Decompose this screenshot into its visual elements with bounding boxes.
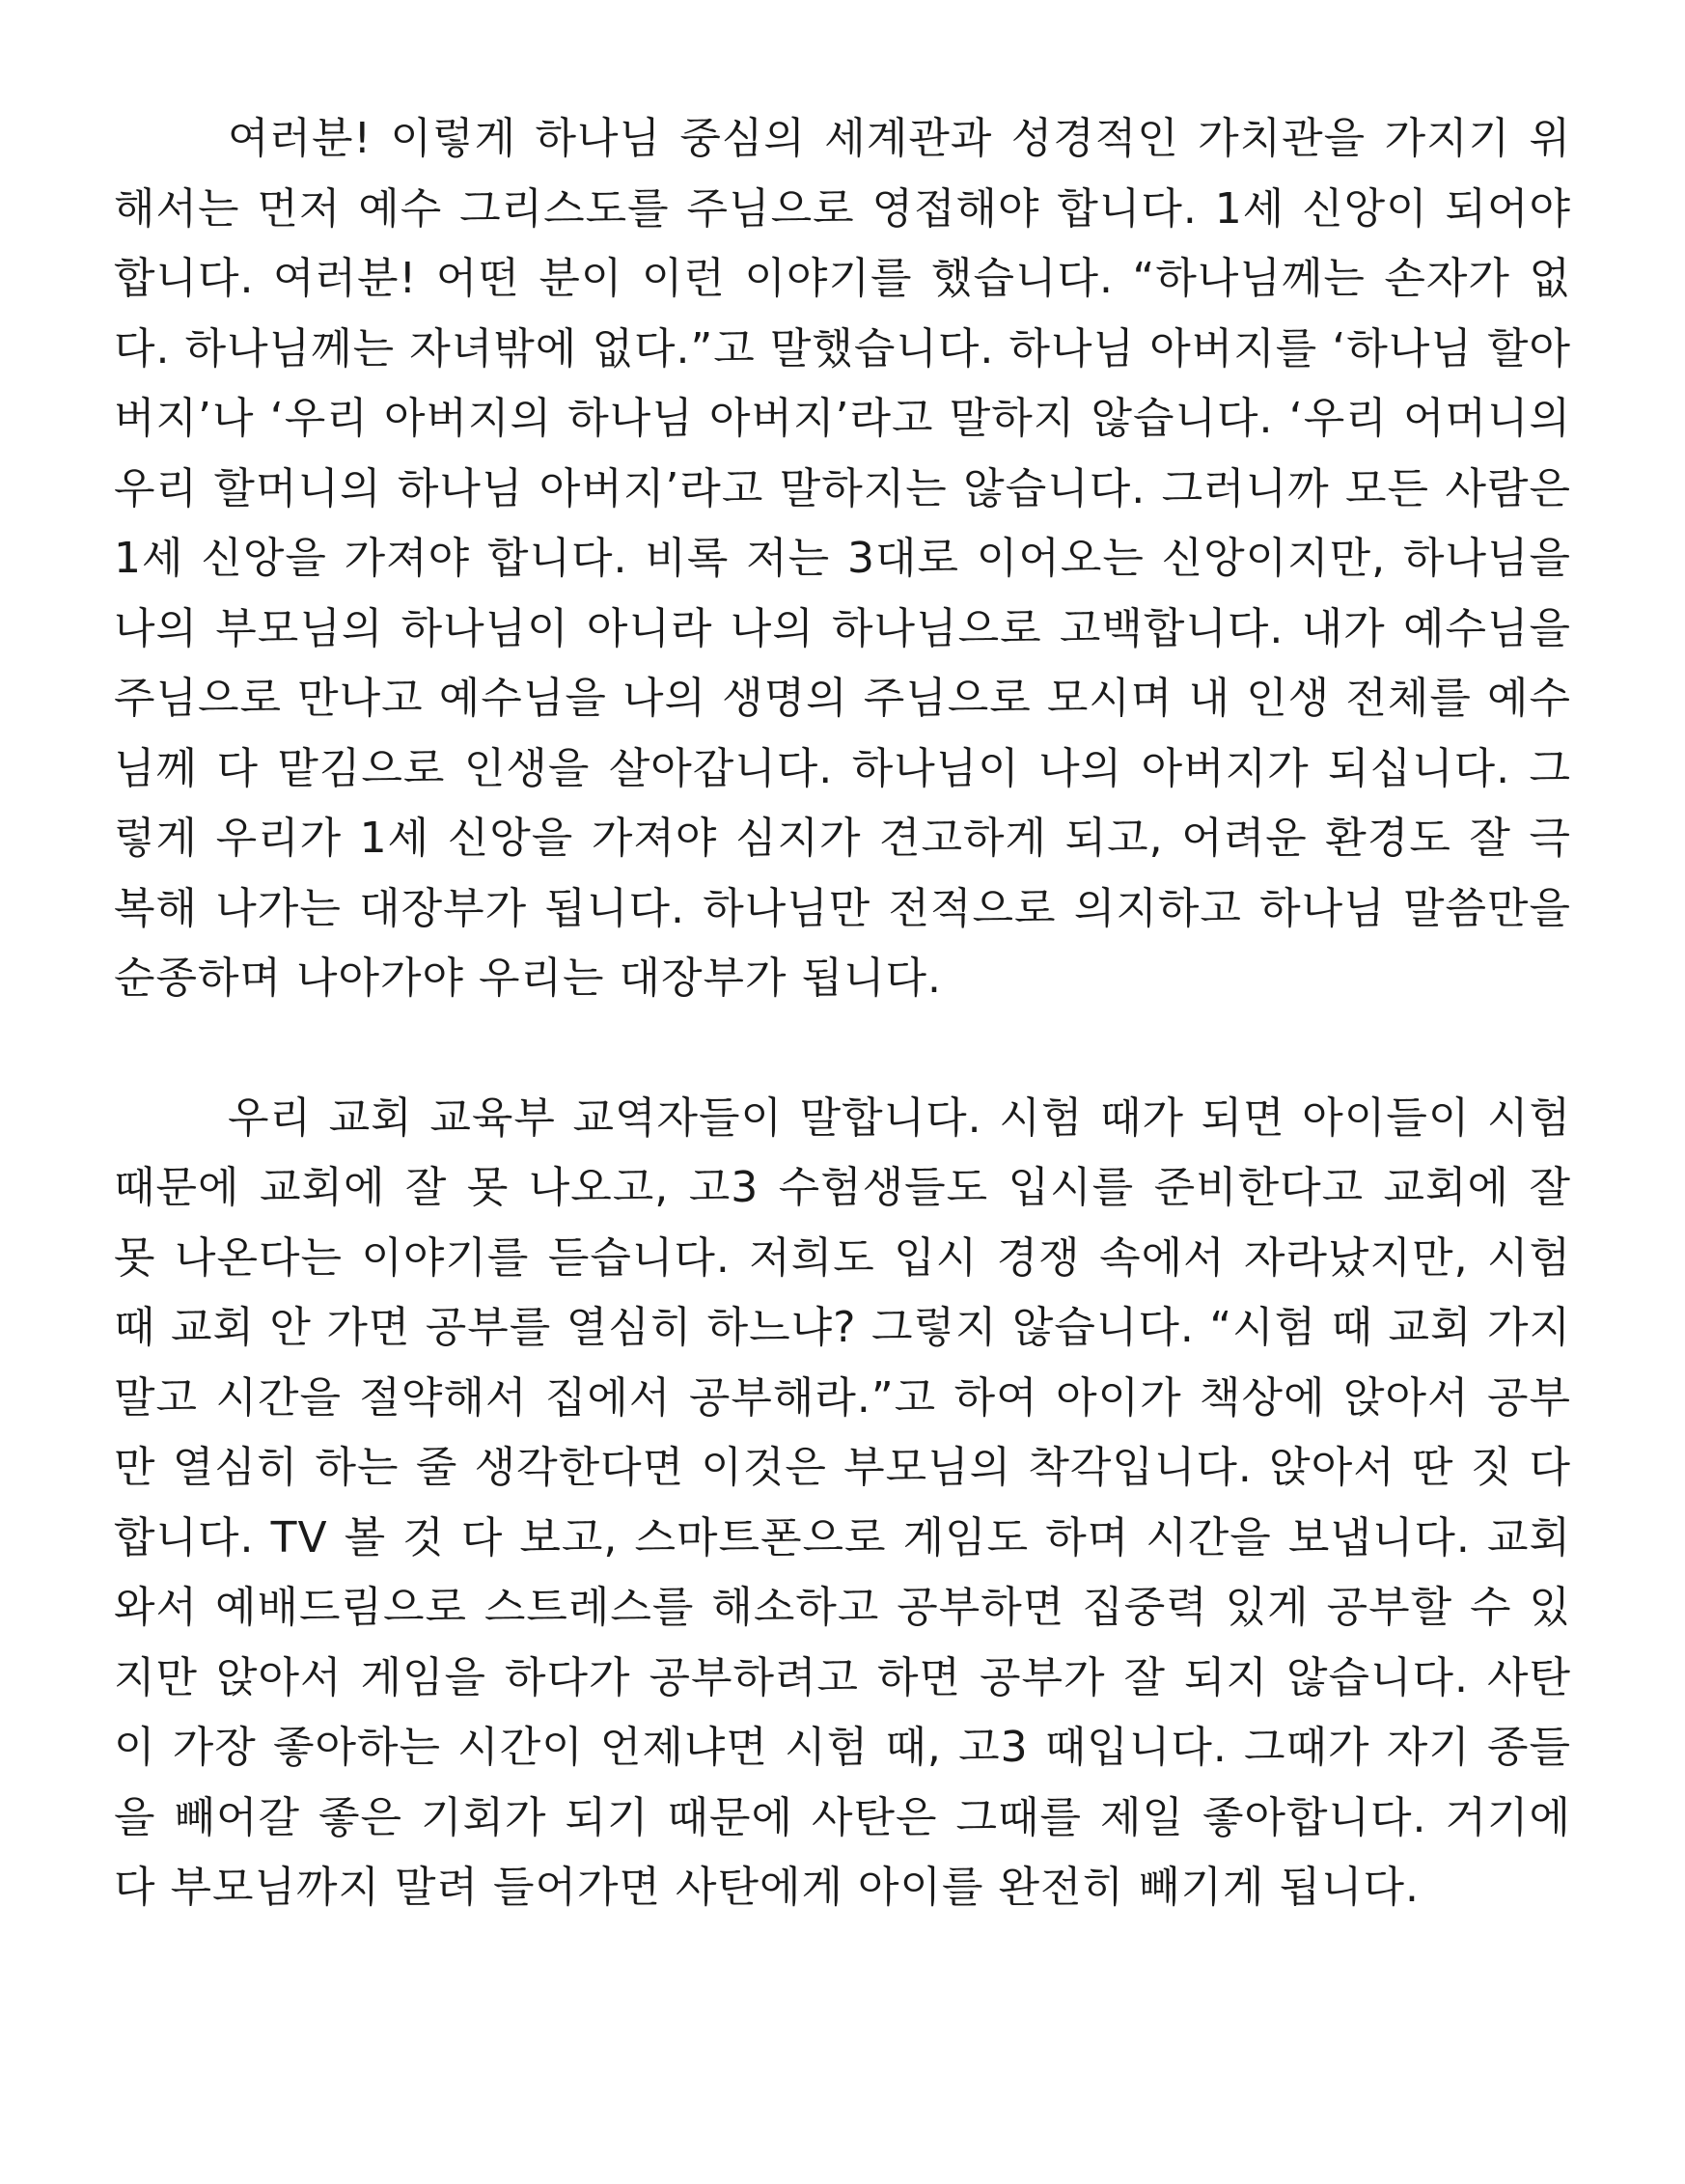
paragraph-2: 우리 교회 교육부 교역자들이 말합니다. 시험 때가 되면 아이들이 시험 때문에 교회에 잘 못 나오고, 고3 수험생들도 입시를 준비한다고 교회에 잘 못 나온다는 이야기를 듣습니다. 저희도 입시 경쟁 속에서 자라났지만, 시험 때 교회 안 가면 공부를 열심히 하느냐? 그렇지 않습니다. “시험 때 교회 가지 말고 시간을 절약해서 집에서 공부해라.”고 하여 아이가 책상에 앉아서 공부만 열심히 하는 줄 생각한다면 이것은 부모님의 착각입니다. 앉아서 딴 짓 다 합니다. TV 볼 것 다 보고, 스마트폰으로 게임도 하며 시간을 보냅니다. 교회 와서 예배드림으로 스트레스를 해소하고 공부하면 집중력 있게 공부할 수 있지만 앉아서 게임을 하다가 공부하려고 하면 공부가 잘 되지 않습니다. 사탄이 가장 좋아하는 시간이 언제냐면 시험 때, 고3 때입니다. 그때가 자기 종들을 빼어갈 좋은 기회가 되기 때문에 사탄은 그때를 제일 좋아합니다. 거기에다 부모님까지 말려 들어가면 사탄에게 아이를 완전히 빼기게 됩니다. [114, 1092, 1571, 1912]
paragraph-1: 여러분! 이렇게 하나님 중심의 세계관과 성경적인 가치관을 가지기 위해서는 먼저 예수 그리스도를 주님으로 영접해야 합니다. 1세 신앙이 되어야 합니다. 여러분! 어떤 분이 이런 이야기를 했습니다. “하나님께는 손자가 없다. 하나님께는 자녀밖에 없다.”고 말했습니다. 하나님 아버지를 ‘하나님 할아버지’나 ‘우리 아버지의 하나님 아버지’라고 말하지 않습니다. ‘우리 어머니의 우리 할머니의 하나님 아버지’라고 말하지는 않습니다. 그러니까 모든 사람은 1세 신앙을 가져야 합니다. 비록 저는 3대로 이어오는 신앙이지만, 하나님을 나의 부모님의 하나님이 아니라 나의 하나님으로 고백합니다. 내가 예수님을 주님으로 만나고 예수님을 나의 생명의 주님으로 모시며 내 인생 전체를 예수님께 다 맡김으로 인생을 살아갑니다. 하나님이 나의 아버지가 되십니다. 그렇게 우리가 1세 신앙을 가져야 심지가 견고하게 되고, 어려운 환경도 잘 극복해 나가는 대장부가 됩니다. 하나님만 전적으로 의지하고 하나님 말씀만을 순종하며 나아가야 우리는 대장부가 됩니다. [114, 114, 1571, 1003]
document-page [114, 104, 1571, 1923]
